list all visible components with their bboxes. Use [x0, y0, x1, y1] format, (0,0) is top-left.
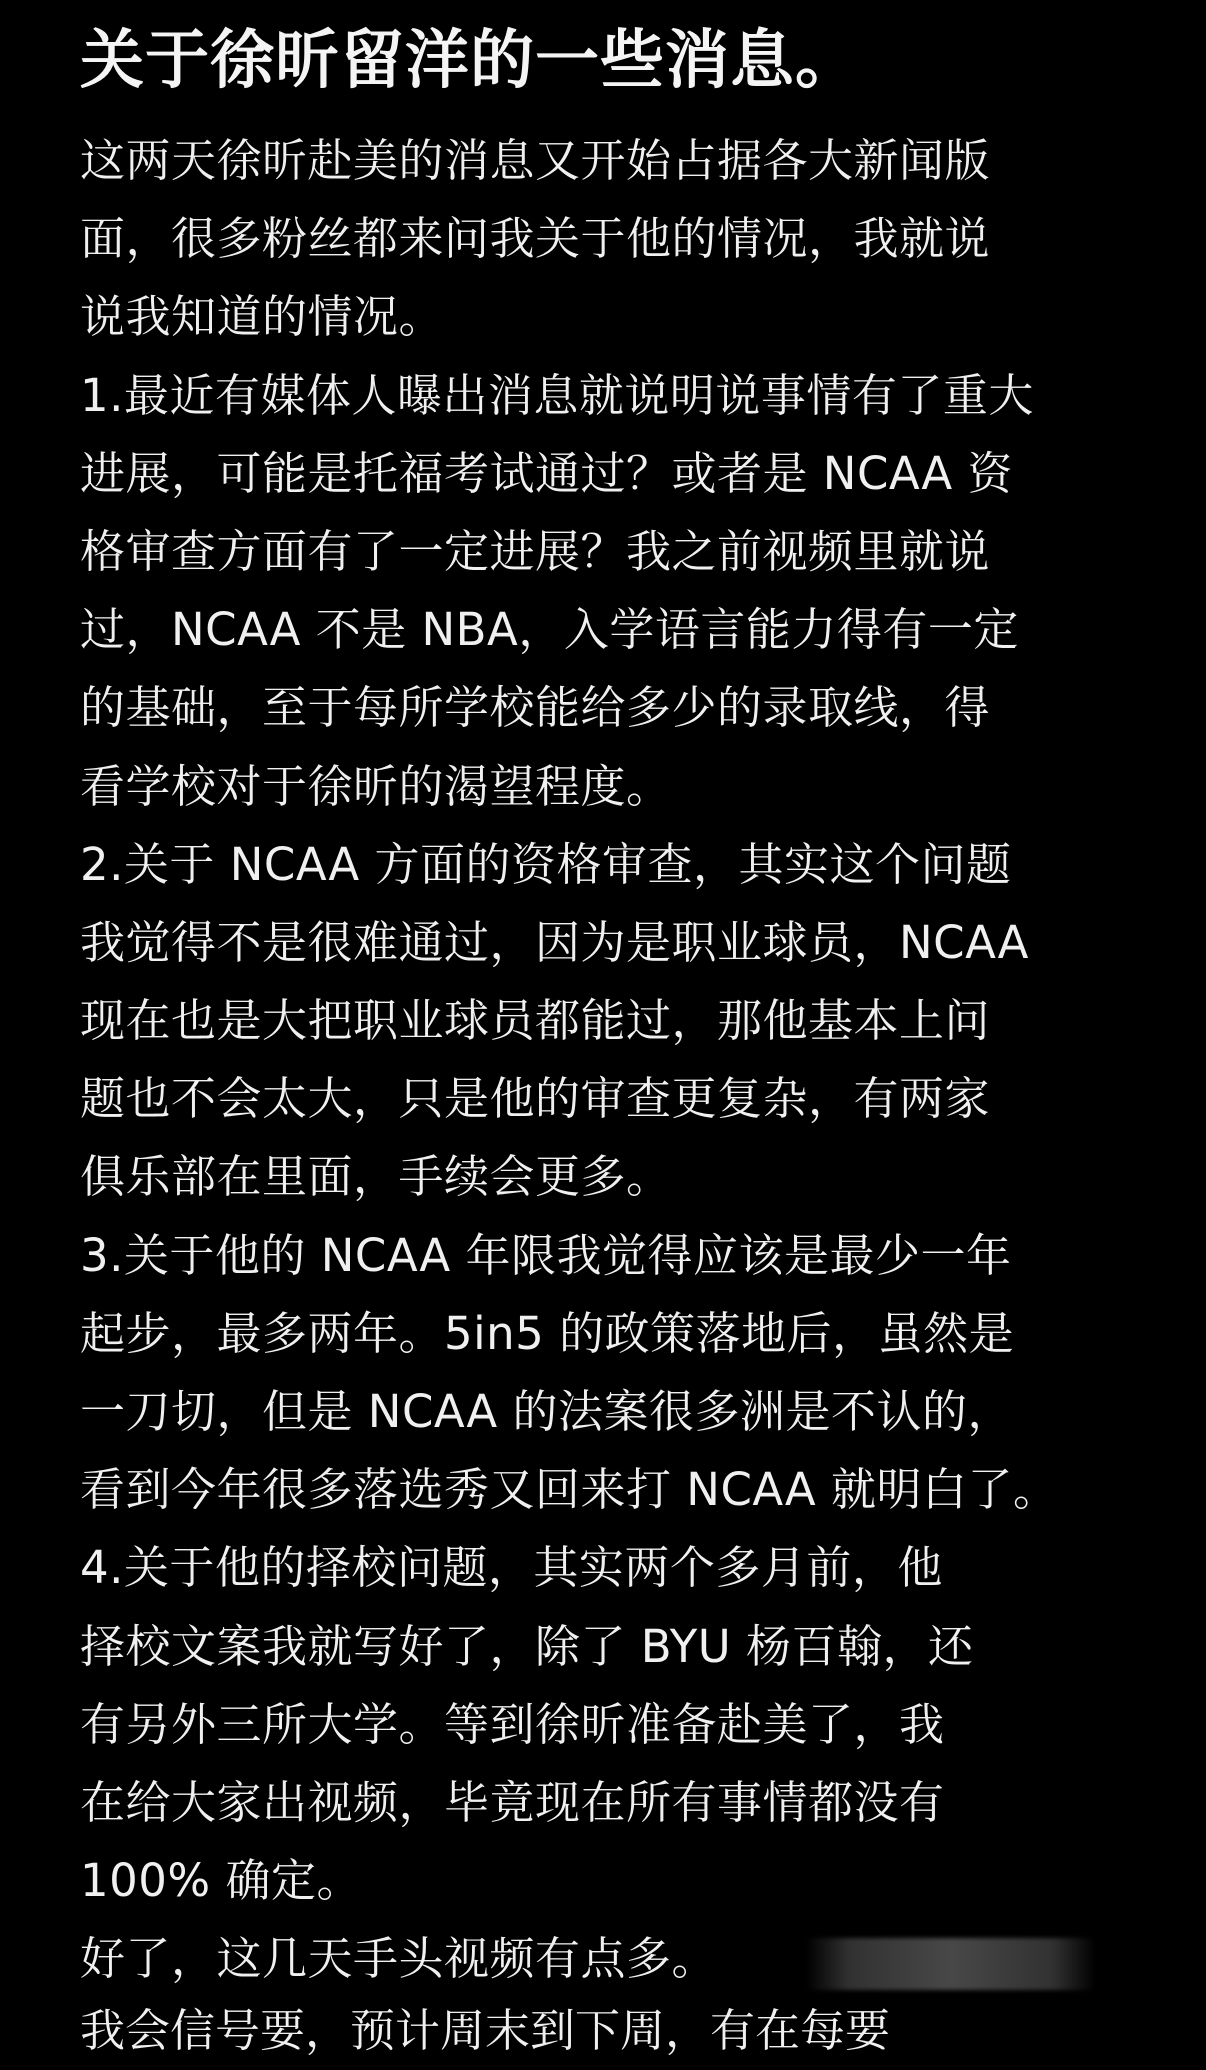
- text-line: 好了，这几天手头视频有点多。: [80, 1932, 718, 1986]
- text-line: 2.关于 NCAA 方面的资格审查，其实这个问题: [80, 837, 1012, 891]
- text-line: 有另外三所大学。等到徐昕准备赴美了，我: [80, 1697, 945, 1751]
- text-line: 100% 确定。: [80, 1854, 362, 1908]
- text-line: 起步，最多两年。5in5 的政策落地后，虽然是: [80, 1306, 1015, 1360]
- article-title: 关于徐昕留洋的一些消息。: [80, 24, 860, 98]
- cutoff-text-line: 我会信号要，预计周末到下周，有在每要: [80, 2004, 891, 2057]
- text-line: 进展，可能是托福考试通过？或者是 NCAA 资: [80, 446, 1014, 500]
- text-line: 3.关于他的 NCAA 年限我觉得应该是最少一年: [80, 1228, 1012, 1282]
- text-line: 俱乐部在里面，手续会更多。: [80, 1150, 672, 1204]
- text-line: 看学校对于徐昕的渴望程度。: [80, 759, 672, 813]
- text-line: 在给大家出视频，毕竟现在所有事情都没有: [80, 1775, 945, 1829]
- text-line: 择校文案我就写好了，除了 BYU 杨百翰，还: [80, 1619, 974, 1673]
- text-line: 看到今年很多落选秀又回来打 NCAA 就明白了。: [80, 1463, 1059, 1517]
- text-line: 我觉得不是很难通过，因为是职业球员，NCAA: [80, 915, 1029, 969]
- text-line: 格审查方面有了一定进展？我之前视频里就说: [80, 524, 991, 578]
- top-bar-remnant: [0, 0, 1206, 2]
- watermark-blur: [806, 1938, 1096, 1990]
- text-line: 1.最近有媒体人曝出消息就说明说事情有了重大: [80, 368, 1034, 422]
- article: [80, 18, 1140, 1999]
- text-line: 面，很多粉丝都来问我关于他的情况，我就说: [80, 212, 991, 266]
- article-body: [80, 122, 1140, 1999]
- text-line: 的基础，至于每所学校能给多少的录取线，得: [80, 681, 991, 735]
- text-line: 现在也是大把职业球员都能过，那他基本上问: [80, 994, 991, 1048]
- text-line: 题也不会太大，只是他的审查更复杂，有两家: [80, 1072, 991, 1126]
- text-line: 过，NCAA 不是 NBA，入学语言能力得有一定: [80, 603, 1019, 657]
- text-line: 说我知道的情况。: [80, 290, 445, 344]
- text-line: 这两天徐昕赴美的消息又开始占据各大新闻版: [80, 134, 991, 187]
- text-line: 4.关于他的择校问题，其实两个多月前，他: [80, 1541, 943, 1595]
- text-line: 一刀切，但是 NCAA 的法案很多洲是不认的，: [80, 1385, 1014, 1438]
